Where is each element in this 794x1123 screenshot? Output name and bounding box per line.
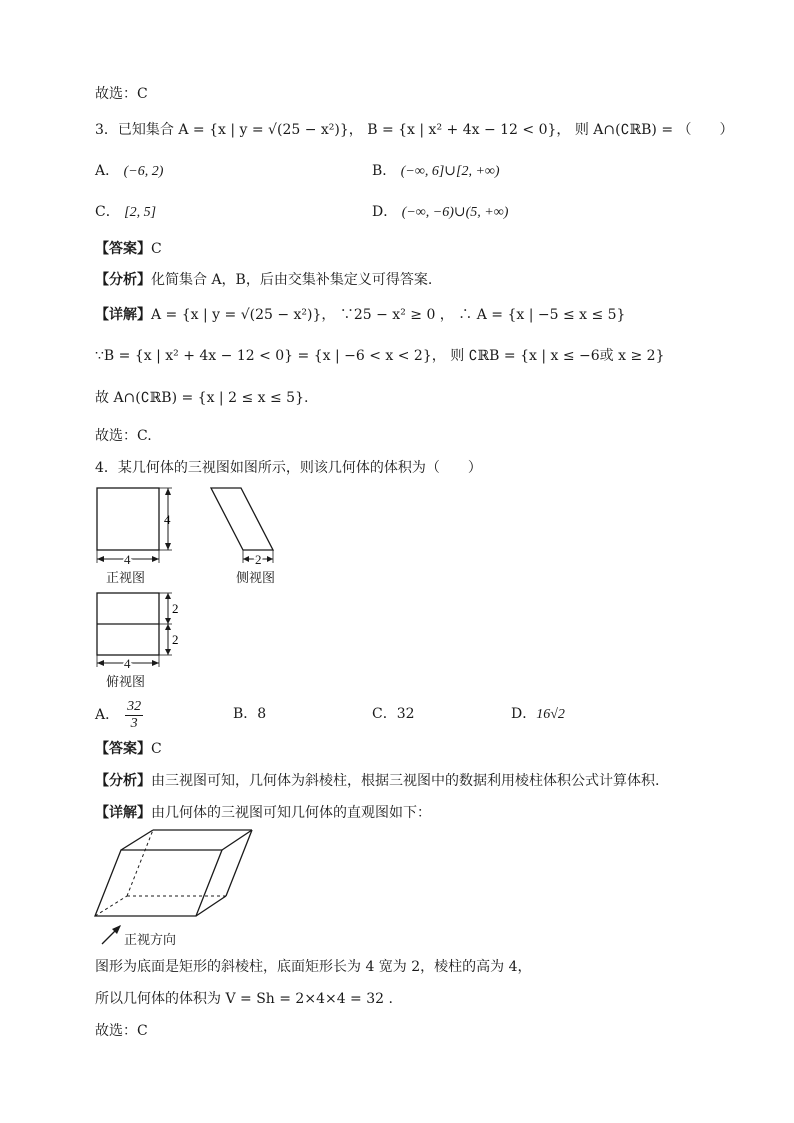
prism-front-face <box>95 850 222 916</box>
q4-option-a-denominator: 3 <box>130 715 138 731</box>
q4-answer-tag: 【答案】 <box>95 741 151 757</box>
q4-option-a-label: A． <box>95 707 120 723</box>
q4-option-c-value: 32 <box>396 706 415 722</box>
q4-answer <box>95 739 162 759</box>
q3-answer <box>95 239 162 259</box>
q3-stem: 3．已知集合 A = {x | y = √(25 − x²)}， B = {x | x² + 4x − 12 < 0}， 则 A∩(∁ℝB) = （ ） <box>95 122 734 138</box>
q4-option-d-value: 16√2 <box>536 707 565 722</box>
q4-option-b <box>233 704 266 724</box>
side-view-parallelogram <box>211 488 273 550</box>
q3-option-c <box>95 202 156 223</box>
q3-detail-tag: 【详解】 <box>95 307 151 323</box>
q4-option-d-label: D． <box>511 706 537 722</box>
q3-analysis-tag: 【分析】 <box>95 272 151 288</box>
three-view-figure <box>90 482 290 692</box>
q4-option-c <box>372 704 415 724</box>
q4-option-a <box>95 698 143 732</box>
side-width-label: 2 <box>255 552 262 567</box>
q3-detail-3: 故 A∩(∁ℝB) = {x | 2 ≤ x ≤ 5}. <box>95 390 309 406</box>
q3-option-a-label: A． <box>95 163 120 179</box>
front-view-square <box>97 488 159 550</box>
q3-option-a-value: (−6, 2) <box>123 164 164 179</box>
q3-detail-2: ∵B = {x | x² + 4x − 12 < 0} = {x | −6 < x < 2}， 则 ∁ℝB = {x | x ≤ −6或 x ≥ 2} <box>95 348 665 364</box>
q4-analysis-tag: 【分析】 <box>95 773 151 789</box>
q3-option-b-value: (−∞, 6]∪[2, +∞) <box>400 164 500 179</box>
hidden-edge-back <box>127 830 153 896</box>
top-lower-label: 2 <box>172 632 179 647</box>
q3-answer-value: C <box>151 241 162 257</box>
q4-detail-tag: 【详解】 <box>95 805 151 821</box>
q3-option-c-value: [2, 5] <box>124 205 157 220</box>
q3-option-b-label: B． <box>372 163 397 179</box>
q3-option-d-value: (−∞, −6)∪(5, +∞) <box>401 205 509 220</box>
q3-option-d-label: D． <box>372 204 398 220</box>
q4-answer-value: C <box>151 741 162 757</box>
q4-option-a-numerator: 32 <box>127 698 142 714</box>
q3-answer-tag: 【答案】 <box>95 241 151 257</box>
q4-detail-1-text: 由几何体的三视图可知几何体的直观图如下： <box>151 805 431 821</box>
front-view-label: 正视图 <box>106 571 146 586</box>
q3-analysis-text: 化简集合 A，B，后由交集补集定义可得答案. <box>151 272 433 288</box>
hidden-edge-left <box>95 896 127 916</box>
q3-option-a <box>95 161 163 182</box>
front-height-label: 4 <box>164 512 171 527</box>
top-width-label: 4 <box>124 656 131 671</box>
prev-answer-line: 故选：C <box>95 86 148 102</box>
q3-option-d <box>372 202 508 223</box>
q4-option-a-fraction <box>125 699 143 732</box>
q4-final: 故选：C <box>95 1023 148 1039</box>
q4-analysis <box>95 771 659 791</box>
q3-option-b <box>372 161 500 182</box>
q4-option-b-value: 8 <box>257 706 267 722</box>
q4-option-d <box>511 704 565 725</box>
q3-option-c-label: C． <box>95 204 120 220</box>
q4-analysis-text: 由三视图可知，几何体为斜棱柱，根据三视图中的数据利用棱柱体积公式计算体积. <box>151 773 660 789</box>
q4-option-c-label: C． <box>372 706 397 722</box>
q4-stem: 4．某几何体的三视图如图所示，则该几何体的体积为（ ） <box>95 460 482 476</box>
q3-final: 故选：C. <box>95 428 152 444</box>
q4-detail-2: 图形为底面是矩形的斜棱柱，底面矩形长为 4 宽为 2，棱柱的高为 4， <box>95 959 532 975</box>
q3-detail-1 <box>95 305 625 325</box>
side-view-label: 侧视图 <box>236 571 276 586</box>
q3-analysis <box>95 270 432 290</box>
q4-detail-3: 所以几何体的体积为 V = Sh = 2×4×4 = 32 . <box>95 991 393 1007</box>
q4-detail-1 <box>95 803 431 823</box>
top-view-label: 俯视图 <box>106 675 146 690</box>
q4-option-b-label: B． <box>233 706 258 722</box>
top-upper-label: 2 <box>172 601 179 616</box>
front-width-label: 4 <box>124 552 131 567</box>
q3-detail-1-text: A = {x | y = √(25 − x²)}， ∵25 − x² ≥ 0 ， ∴ A = {x | −5 ≤ x ≤ 5} <box>151 307 626 323</box>
view-direction-label: 正视方向 <box>124 933 177 948</box>
